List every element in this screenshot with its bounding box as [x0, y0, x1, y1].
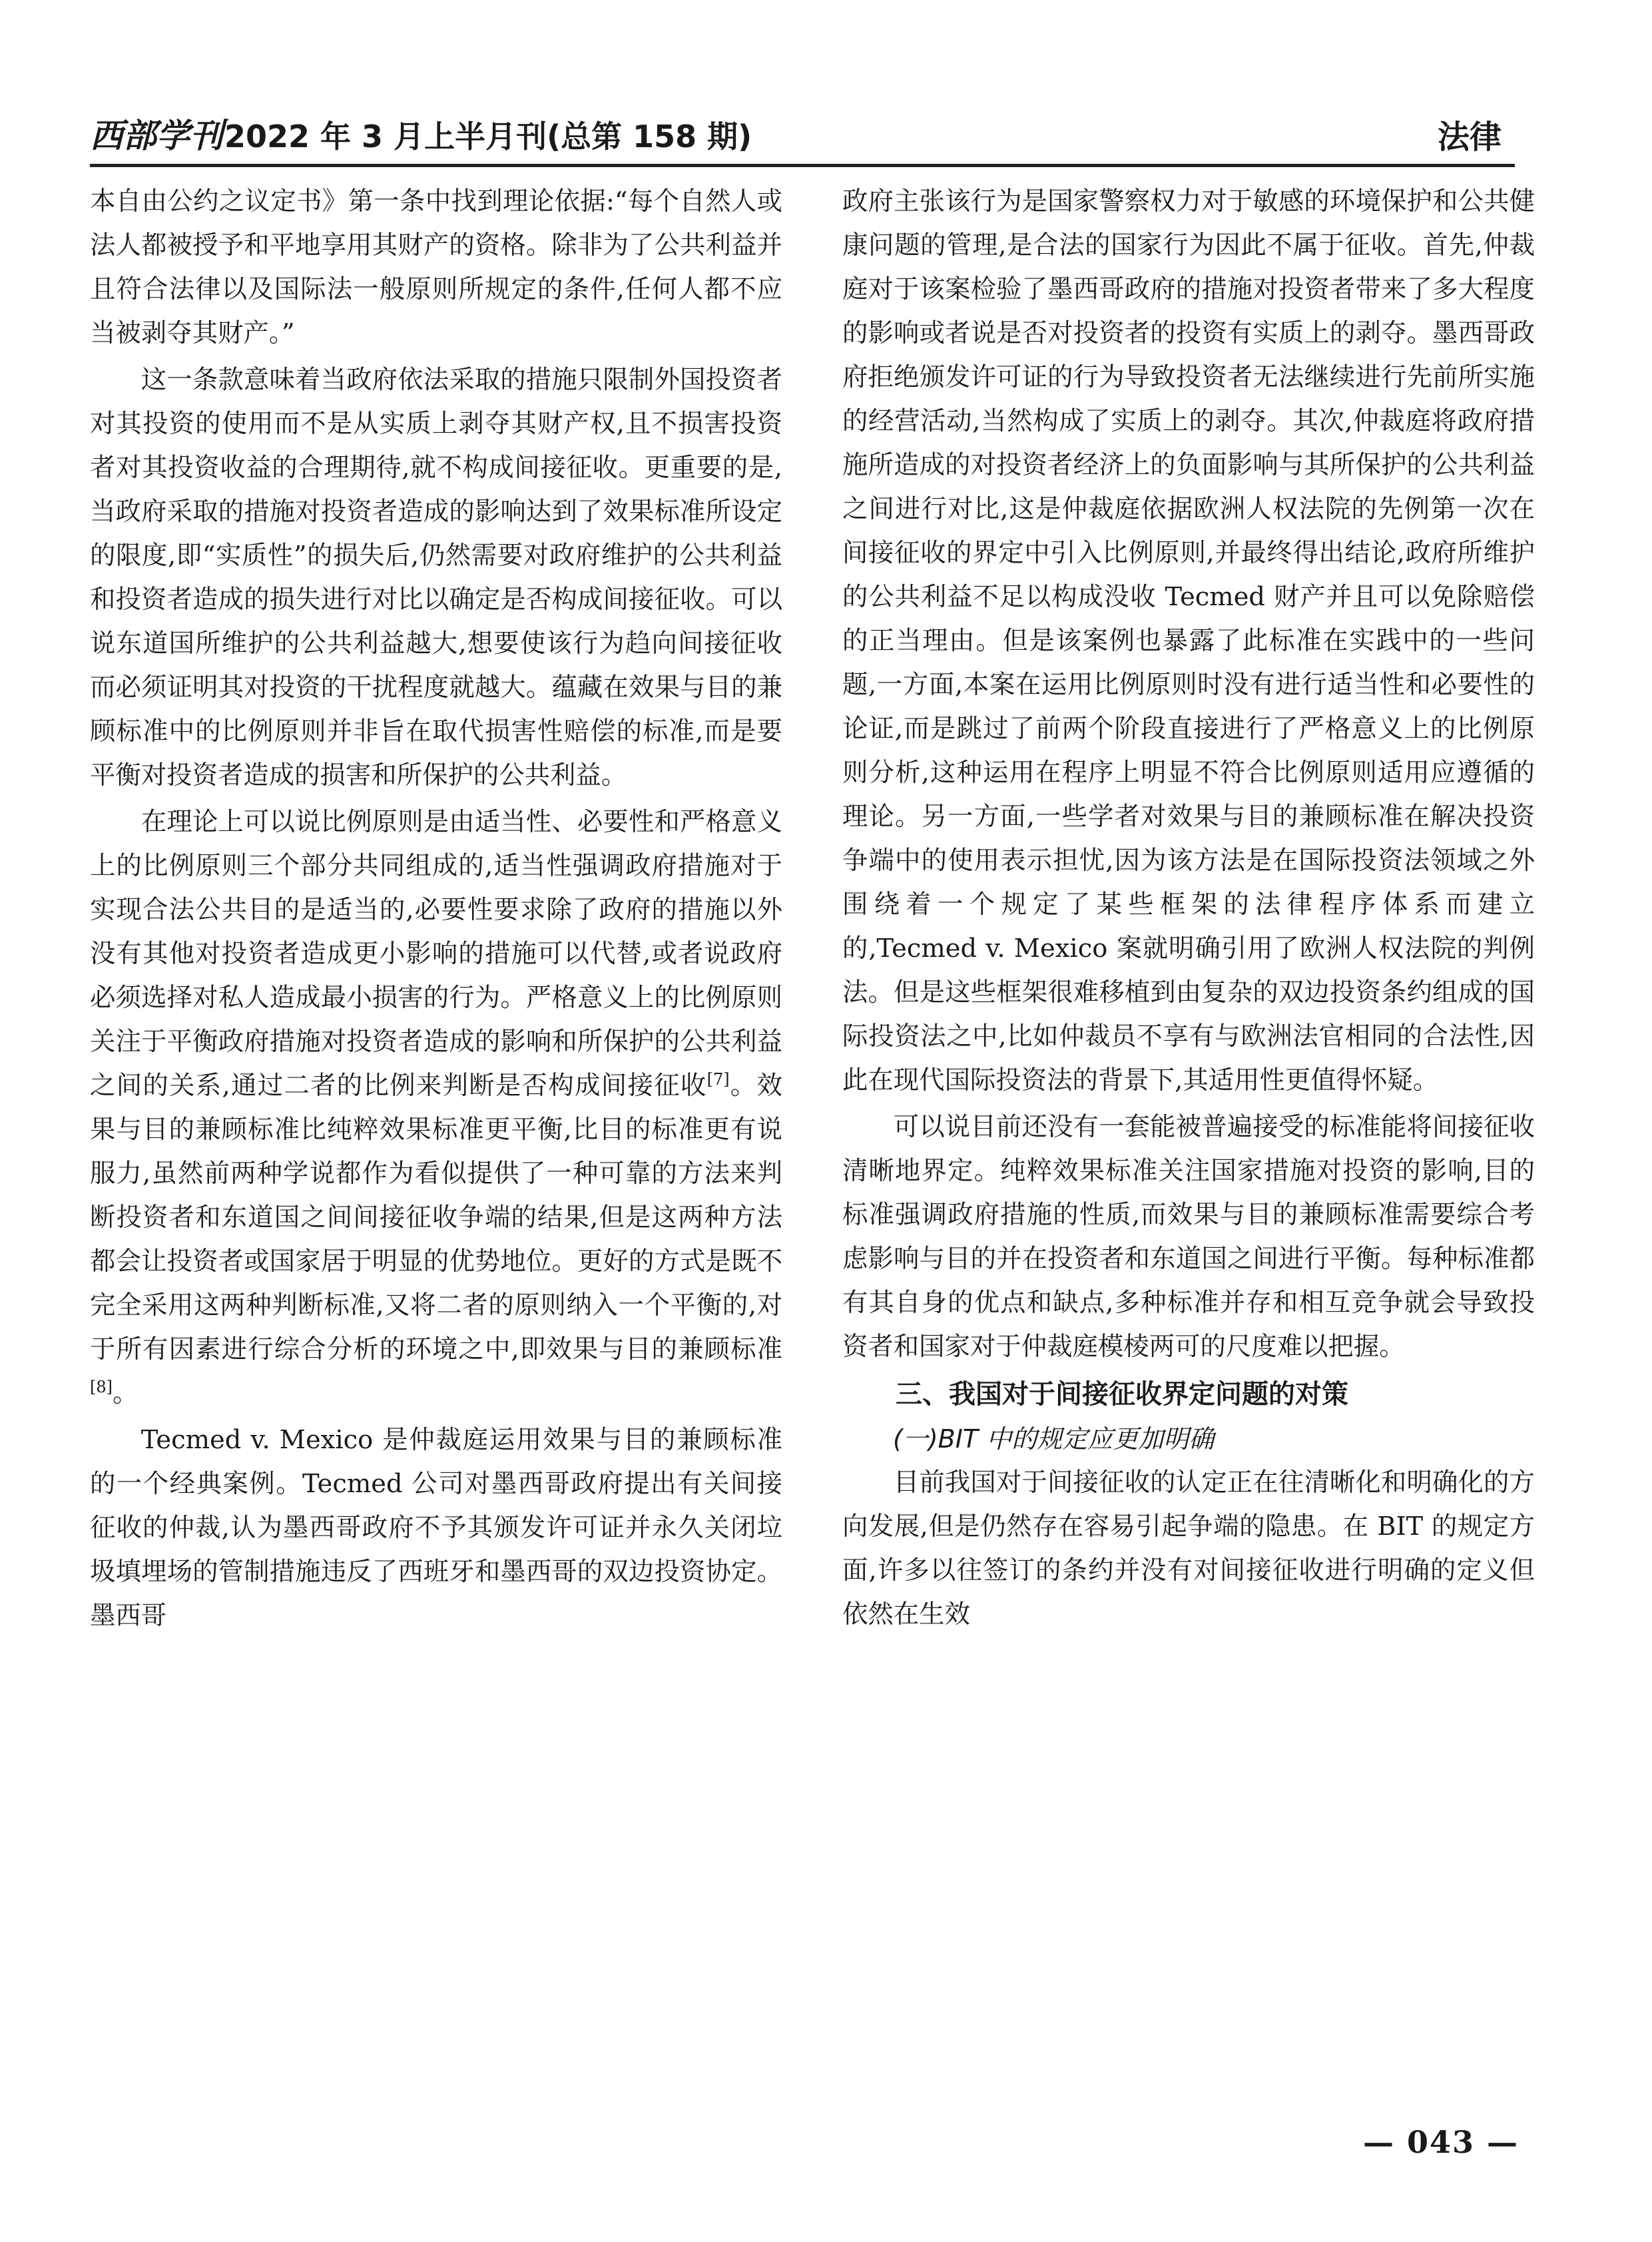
paragraph-text: 。效果与目的兼顾标准比纯粹效果标准更平衡,比目的标准更有说服力,虽然前两种学说都作为看似提供了一种可靠的方法来判断投资者和东道国之间间接征收争端的结果,但是这两种方法都会让投资者或国家居于明显的优势地位。更好的方式是既不完全采用这两种判断标准,又将二者的原则纳入一个平衡的,对于所有因素进行综合分析的环境之中,即效果与目的兼顾标准	[90, 1071, 782, 1364]
right-column	[842, 180, 1535, 1639]
paragraph-text: 。	[113, 1378, 138, 1408]
paragraph: 政府主张该行为是国家警察权力对于敏感的环境保护和公共健康问题的管理,是合法的国家行为因此不属于征收。首先,仲裁庭对于该案检验了墨西哥政府的措施对投资者带来了多大程度的影响或者说是否对投资者的投资有实质上的剥夺。墨西哥政府拒绝颁发许可证的行为导致投资者无法继续进行先前所实施的经营活动,当然构成了实质上的剥夺。其次,仲裁庭将政府措施所造成的对投资者经济上的负面影响与其所保护的公共利益之间进行对比,这是仲裁庭依据欧洲人权法院的先例第一次在间接征收的界定中引入比例原则,并最终得出结论,政府所维护的公共利益不足以构成没收 Tecmed 财产并且可以免除赔偿的正当理由。但是该案例也暴露了此标准在实践中的一些问题,一方面,本案在运用比例原则时没有进行适当性和必要性的论证,而是跳过了前两个阶段直接进行了严格意义上的比例原则分析,这种运用在程序上明显不符合比例原则适用应遵循的理论。另一方面,一些学者对效果与目的兼顾标准在解决投资争端中的使用表示担忧,因为该方法是在国际投资法领域之外围绕着一个规定了某些框架的法律程序体系而建立的,Tecmed v. Mexico 案就明确引用了欧洲人权法院的判例法。但是这些框架很难移植到由复杂的双边投资条约组成的国际投资法之中,比如仲裁员不享有与欧洲法官相同的合法性,因此在现代国际投资法的背景下,其适用性更值得怀疑。	[842, 186, 1535, 1095]
section-name: 法律	[1437, 119, 1502, 156]
page-number: — 043 —	[1362, 2124, 1519, 2160]
paragraph: 目前我国对于间接征收的认定正在往清晰化和明确化的方向发展,但是仍然存在容易引起争端的隐患。在 BIT 的规定方面,许多以往签订的条约并没有对间接征收进行明确的定义但依然在生效	[842, 1468, 1535, 1629]
paragraph: 这一条款意味着当政府依法采取的措施只限制外国投资者对其投资的使用而不是从实质上剥夺其财产权,且不损害投资者对其投资收益的合理期待,就不构成间接征收。更重要的是,当政府采取的措施对投资者造成的影响达到了效果标准所设定的限度,即“实质性”的损失后,仍然需要对政府维护的公共利益和投资者造成的损失进行对比以确定是否构成间接征收。可以说东道国所维护的公共利益越大,想要使该行为趋向间接征收而必须证明其对投资的干扰程度就越大。蕴藏在效果与目的兼顾标准中的比例原则并非旨在取代损害性赔偿的标准,而是要平衡对投资者造成的损害和所保护的公共利益。	[90, 365, 782, 790]
citation-8: [8]	[90, 1378, 113, 1397]
journal-logo: 西部学刊	[90, 116, 223, 155]
paragraph: Tecmed v. Mexico 是仲裁庭运用效果与目的兼顾标准的一个经典案例。Tecmed 公司对墨西哥政府提出有关间接征收的仲裁,认为墨西哥政府不予其颁发许可证并永久关闭垃圾填埋场的管制措施违反了西班牙和墨西哥的双边投资协定。墨西哥	[90, 1425, 782, 1631]
paragraph: 本自由公约之议定书》第一条中找到理论依据:“每个自然人或法人都被授予和平地享用其财产的资格。除非为了公共利益并且符合法律以及国际法一般原则所规定的条件,任何人都不应当被剥夺其财产。”	[90, 186, 782, 348]
paragraph: 可以说目前还没有一套能被普遍接受的标准能将间接征收清晰地界定。纯粹效果标准关注国家措施对投资的影响,目的标准强调政府措施的性质,而效果与目的兼顾标准需要综合考虑影响与目的并在投资者和东道国之间进行平衡。每种标准都有其自身的优点和缺点,多种标准并存和相互竞争就会导致投资者和国家对于仲裁庭模棱两可的尺度难以把握。	[842, 1112, 1535, 1362]
section-heading: 三、我国对于间接征收界定问题的对策	[896, 1379, 1348, 1410]
paragraph-text: 在理论上可以说比例原则是由适当性、必要性和严格意义上的比例原则三个部分共同组成的,适当性强调政府措施对于实现合法公共目的是适当的,必要性要求除了政府的措施以外没有其他对投资者造成更小影响的措施可以代替,或者说政府必须选择对私人造成最小损害的行为。严格意义上的比例原则关注于平衡政府措施对投资者造成的影响和所保护的公共利益之间的关系,通过二者的比例来判断是否构成间接征收	[90, 807, 782, 1101]
paragraph	[90, 800, 782, 1416]
running-header	[90, 112, 1515, 167]
citation-7: [7]	[706, 1070, 730, 1089]
issue-info: 2022 年 3 月上半月刊(总第 158 期)	[224, 119, 752, 154]
subsection-heading: (一)BIT 中的规定应更加明确	[893, 1424, 1215, 1454]
journal-issue	[90, 109, 752, 164]
left-column	[90, 180, 782, 1641]
